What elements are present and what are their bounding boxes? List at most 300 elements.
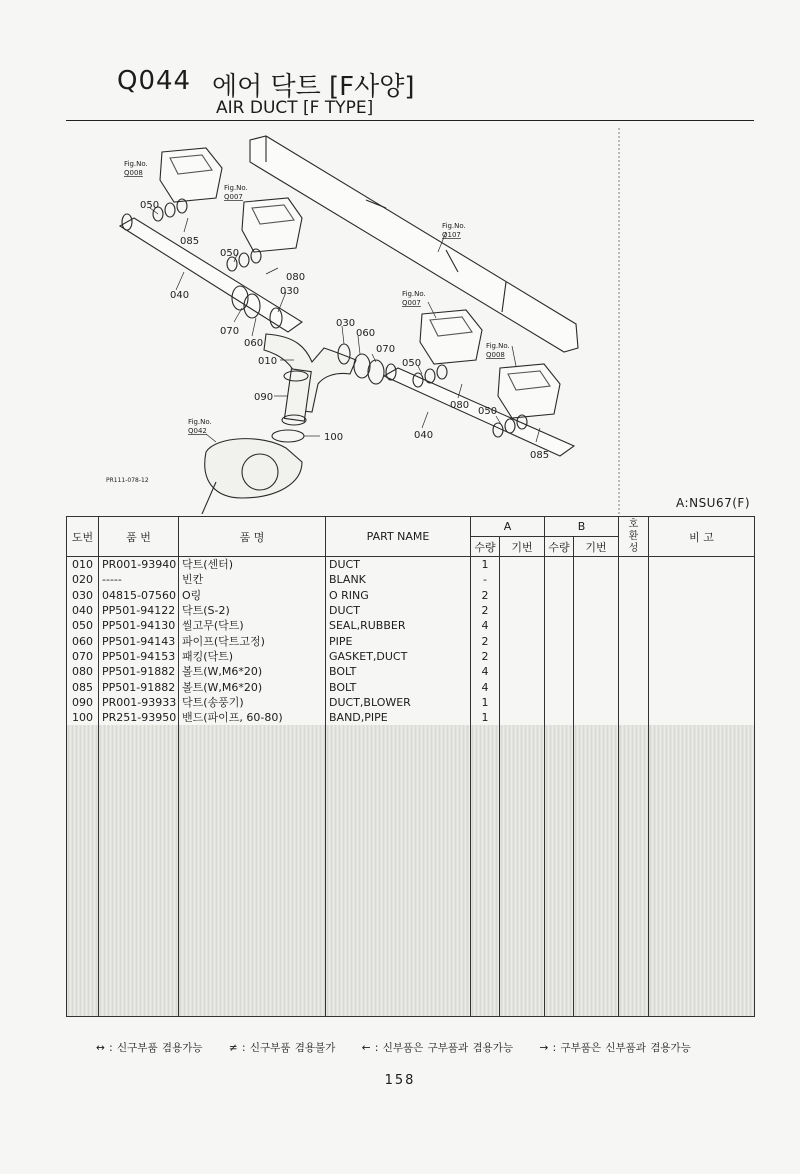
cell-no: 010 — [67, 557, 99, 573]
empty-cell — [326, 955, 471, 970]
empty-cell — [67, 786, 99, 801]
empty-cell — [471, 970, 500, 985]
legend-item: ← : 신부품은 구부품과 겸용가능 — [361, 1042, 514, 1054]
cell-part-number: PP501-94143 — [99, 633, 179, 648]
cell-qty-a: 1 — [471, 710, 500, 725]
empty-cell — [179, 817, 326, 832]
cell-name-ko: 닥트(센터) — [179, 557, 326, 573]
table-row — [67, 695, 755, 710]
callout-040: 040 — [414, 430, 434, 441]
empty-cell — [649, 725, 755, 740]
cell-qty-a: 1 — [471, 695, 500, 710]
empty-cell — [500, 955, 545, 970]
empty-cell — [619, 985, 649, 1000]
empty-cell — [649, 817, 755, 832]
empty-table-row — [67, 1001, 755, 1017]
cell-base-a — [500, 664, 545, 679]
empty-cell — [179, 771, 326, 786]
empty-table-row — [67, 756, 755, 771]
cell-name-ko: 밴드(파이프, 60-80) — [179, 710, 326, 725]
empty-cell — [99, 909, 179, 924]
empty-cell — [326, 802, 471, 817]
empty-table-row — [67, 863, 755, 878]
cell-name-ko: 닥트(송풍기) — [179, 695, 326, 710]
callout-050: 050 — [402, 358, 422, 369]
cell-part-name: O RING — [326, 588, 471, 603]
empty-cell — [471, 802, 500, 817]
empty-cell — [67, 924, 99, 939]
cell-remarks — [649, 664, 755, 679]
cell-base-a — [500, 572, 545, 587]
header-rule — [66, 120, 754, 121]
empty-cell — [649, 878, 755, 893]
empty-cell — [619, 832, 649, 847]
cell-part-number: ----- — [99, 572, 179, 587]
callout-050: 050 — [478, 406, 498, 417]
empty-cell — [99, 741, 179, 756]
empty-cell — [326, 817, 471, 832]
cell-part-number: PP501-94153 — [99, 649, 179, 664]
cell-no: 070 — [67, 649, 99, 664]
empty-cell — [574, 786, 619, 801]
fig-ref-q008-top: Fig.No. Q008 — [124, 160, 148, 177]
empty-cell — [67, 817, 99, 832]
empty-cell — [500, 741, 545, 756]
empty-cell — [574, 756, 619, 771]
empty-cell — [545, 909, 574, 924]
cell-qty-a: 1 — [471, 557, 500, 573]
empty-cell — [179, 924, 326, 939]
empty-cell — [574, 817, 619, 832]
page-title-english: AIR DUCT [F TYPE] — [216, 98, 374, 118]
cell-compat — [619, 572, 649, 587]
cell-qty-b — [545, 572, 574, 587]
empty-cell — [67, 985, 99, 1000]
empty-cell — [471, 863, 500, 878]
empty-cell — [179, 1001, 326, 1017]
cell-name-ko: 빈칸 — [179, 572, 326, 587]
empty-cell — [649, 848, 755, 863]
col-header-base-b: 기번 — [574, 537, 619, 557]
empty-cell — [99, 1001, 179, 1017]
cell-no: 050 — [67, 618, 99, 633]
cell-qty-a: - — [471, 572, 500, 587]
empty-table-row — [67, 725, 755, 740]
empty-cell — [500, 985, 545, 1000]
empty-cell — [545, 832, 574, 847]
empty-cell — [500, 848, 545, 863]
cell-part-name: BLANK — [326, 572, 471, 587]
empty-cell — [500, 924, 545, 939]
cell-base-b — [574, 603, 619, 618]
cell-base-b — [574, 710, 619, 725]
cell-part-name: PIPE — [326, 633, 471, 648]
cell-qty-b — [545, 649, 574, 664]
empty-cell — [99, 863, 179, 878]
empty-cell — [545, 756, 574, 771]
empty-cell — [545, 955, 574, 970]
empty-cell — [649, 863, 755, 878]
empty-cell — [67, 756, 99, 771]
empty-cell — [326, 832, 471, 847]
fig-ref-q008-right: Fig.No. Q008 — [486, 342, 510, 359]
empty-cell — [574, 863, 619, 878]
callout-100: 100 — [324, 432, 344, 443]
empty-cell — [471, 832, 500, 847]
cell-qty-b — [545, 588, 574, 603]
empty-cell — [500, 771, 545, 786]
empty-cell — [649, 771, 755, 786]
empty-cell — [649, 939, 755, 954]
empty-cell — [619, 1001, 649, 1017]
empty-cell — [179, 985, 326, 1000]
cell-compat — [619, 679, 649, 694]
page-title-korean: 에어 닥트 [F사양] — [212, 72, 415, 102]
empty-table-row — [67, 817, 755, 832]
model-label: A:NSU67(F) — [676, 496, 750, 510]
fig-ref-q042: Fig.No. Q042 — [188, 418, 212, 435]
table-row — [67, 557, 755, 573]
empty-cell — [471, 741, 500, 756]
empty-cell — [326, 909, 471, 924]
cell-name-ko: 닥트(S-2) — [179, 603, 326, 618]
empty-cell — [649, 985, 755, 1000]
empty-cell — [326, 924, 471, 939]
empty-cell — [649, 756, 755, 771]
cell-no: 040 — [67, 603, 99, 618]
empty-cell — [471, 878, 500, 893]
callout-080: 080 — [286, 272, 306, 283]
col-header-no: 도번 — [67, 517, 99, 557]
empty-cell — [500, 1001, 545, 1017]
empty-cell — [99, 878, 179, 893]
callout-060: 060 — [356, 328, 376, 339]
empty-cell — [649, 894, 755, 909]
page-code: Q044 — [117, 66, 192, 96]
cell-remarks — [649, 557, 755, 573]
empty-cell — [574, 894, 619, 909]
cell-compat — [619, 633, 649, 648]
empty-table-row — [67, 970, 755, 985]
cell-remarks — [649, 695, 755, 710]
empty-cell — [545, 786, 574, 801]
empty-cell — [471, 756, 500, 771]
fig-ref-q007-right: Fig.No. Q007 — [402, 290, 426, 307]
empty-cell — [619, 786, 649, 801]
empty-cell — [545, 894, 574, 909]
cell-no: 020 — [67, 572, 99, 587]
empty-cell — [619, 894, 649, 909]
empty-cell — [545, 848, 574, 863]
empty-cell — [574, 725, 619, 740]
empty-cell — [67, 970, 99, 985]
empty-cell — [471, 985, 500, 1000]
cell-compat — [619, 603, 649, 618]
cell-qty-b — [545, 603, 574, 618]
empty-table-row — [67, 909, 755, 924]
table-row — [67, 603, 755, 618]
empty-cell — [326, 894, 471, 909]
empty-cell — [67, 771, 99, 786]
cell-no: 090 — [67, 695, 99, 710]
cell-part-name: BOLT — [326, 664, 471, 679]
col-header-base-a: 기번 — [500, 537, 545, 557]
empty-cell — [99, 955, 179, 970]
empty-cell — [471, 771, 500, 786]
callout-050: 050 — [140, 200, 160, 211]
cell-qty-a: 4 — [471, 618, 500, 633]
empty-cell — [326, 848, 471, 863]
cell-remarks — [649, 710, 755, 725]
empty-cell — [471, 894, 500, 909]
cell-remarks — [649, 603, 755, 618]
drawing-code: PR111-078-12 — [106, 477, 149, 484]
empty-table-row — [67, 985, 755, 1000]
empty-cell — [471, 939, 500, 954]
empty-cell — [67, 955, 99, 970]
cell-qty-b — [545, 664, 574, 679]
cell-base-b — [574, 664, 619, 679]
cell-remarks — [649, 679, 755, 694]
col-header-part-number: 품 번 — [99, 517, 179, 557]
empty-cell — [179, 894, 326, 909]
cell-qty-b — [545, 679, 574, 694]
cell-base-a — [500, 633, 545, 648]
empty-cell — [67, 894, 99, 909]
compatibility-legend — [96, 1040, 713, 1055]
empty-cell — [500, 909, 545, 924]
col-header-group-b: B — [545, 517, 619, 537]
cell-no: 030 — [67, 588, 99, 603]
callout-030: 030 — [280, 286, 300, 297]
empty-cell — [179, 832, 326, 847]
empty-cell — [545, 725, 574, 740]
empty-cell — [99, 786, 179, 801]
table-row — [67, 633, 755, 648]
table-row — [67, 710, 755, 725]
callout-090: 090 — [254, 392, 274, 403]
empty-table-row — [67, 802, 755, 817]
empty-cell — [574, 802, 619, 817]
empty-cell — [545, 741, 574, 756]
empty-cell — [545, 863, 574, 878]
empty-table-row — [67, 848, 755, 863]
empty-cell — [179, 970, 326, 985]
cell-qty-b — [545, 695, 574, 710]
empty-cell — [574, 771, 619, 786]
empty-cell — [67, 848, 99, 863]
empty-cell — [326, 741, 471, 756]
empty-cell — [649, 802, 755, 817]
empty-cell — [99, 725, 179, 740]
empty-cell — [500, 863, 545, 878]
empty-cell — [619, 756, 649, 771]
empty-table-row — [67, 771, 755, 786]
empty-cell — [471, 786, 500, 801]
empty-cell — [545, 970, 574, 985]
empty-cell — [574, 985, 619, 1000]
cell-base-a — [500, 679, 545, 694]
col-header-qty-a: 수량 — [471, 537, 500, 557]
empty-cell — [545, 878, 574, 893]
empty-cell — [619, 741, 649, 756]
empty-cell — [67, 939, 99, 954]
empty-cell — [326, 725, 471, 740]
empty-cell — [619, 924, 649, 939]
empty-cell — [649, 909, 755, 924]
cell-name-ko: 씰고무(닥트) — [179, 618, 326, 633]
cell-no: 085 — [67, 679, 99, 694]
empty-cell — [99, 939, 179, 954]
empty-cell — [326, 985, 471, 1000]
col-header-group-a: A — [471, 517, 545, 537]
empty-cell — [326, 786, 471, 801]
empty-cell — [99, 756, 179, 771]
cell-part-number: 04815-07560 — [99, 588, 179, 603]
empty-cell — [500, 939, 545, 954]
empty-cell — [179, 786, 326, 801]
empty-cell — [326, 1001, 471, 1017]
table-row — [67, 588, 755, 603]
cell-no: 060 — [67, 633, 99, 648]
empty-cell — [500, 970, 545, 985]
cell-qty-a: 4 — [471, 664, 500, 679]
empty-cell — [179, 725, 326, 740]
empty-cell — [545, 771, 574, 786]
cell-qty-a: 4 — [471, 679, 500, 694]
empty-table-row — [67, 894, 755, 909]
empty-cell — [619, 909, 649, 924]
cell-part-number: PR001-93933 — [99, 695, 179, 710]
legend-item: → : 구부품은 신부품과 겸용가능 — [539, 1042, 691, 1054]
cell-base-a — [500, 557, 545, 573]
cell-compat — [619, 695, 649, 710]
empty-cell — [500, 756, 545, 771]
cell-name-ko: 볼트(W,M6*20) — [179, 664, 326, 679]
callout-010: 010 — [258, 356, 278, 367]
cell-base-b — [574, 618, 619, 633]
empty-table-row — [67, 878, 755, 893]
empty-cell — [471, 848, 500, 863]
callout-060: 060 — [244, 338, 264, 349]
empty-cell — [67, 802, 99, 817]
parts-table — [66, 516, 755, 1017]
empty-cell — [99, 802, 179, 817]
cell-part-name: SEAL,RUBBER — [326, 618, 471, 633]
empty-cell — [500, 878, 545, 893]
empty-cell — [67, 878, 99, 893]
empty-cell — [179, 848, 326, 863]
cell-qty-b — [545, 710, 574, 725]
cell-base-a — [500, 695, 545, 710]
cell-part-name: DUCT,BLOWER — [326, 695, 471, 710]
empty-cell — [179, 955, 326, 970]
cell-part-number: PR251-93950 — [99, 710, 179, 725]
callout-030: 030 — [336, 318, 356, 329]
empty-cell — [179, 863, 326, 878]
callout-070: 070 — [220, 326, 240, 337]
callout-050: 050 — [220, 248, 240, 259]
legend-item: ≠ : 신구부품 겸용불가 — [228, 1042, 336, 1054]
callout-070: 070 — [376, 344, 396, 355]
cell-compat — [619, 664, 649, 679]
cell-qty-b — [545, 618, 574, 633]
table-row — [67, 679, 755, 694]
empty-cell — [649, 741, 755, 756]
empty-cell — [326, 878, 471, 893]
empty-cell — [649, 1001, 755, 1017]
legend-item: ↔ : 신구부품 겸용가능 — [96, 1042, 203, 1054]
cell-remarks — [649, 572, 755, 587]
cell-base-b — [574, 572, 619, 587]
cell-base-b — [574, 633, 619, 648]
empty-table-row — [67, 924, 755, 939]
empty-cell — [574, 924, 619, 939]
cell-part-name: BAND,PIPE — [326, 710, 471, 725]
empty-cell — [326, 756, 471, 771]
cell-base-a — [500, 603, 545, 618]
cell-base-b — [574, 557, 619, 573]
empty-table-row — [67, 741, 755, 756]
empty-cell — [471, 924, 500, 939]
empty-cell — [67, 1001, 99, 1017]
empty-cell — [326, 771, 471, 786]
empty-cell — [99, 832, 179, 847]
empty-cell — [99, 817, 179, 832]
empty-cell — [574, 955, 619, 970]
cell-qty-a: 2 — [471, 603, 500, 618]
fig-ref-q107: Fig.No. Q107 — [442, 222, 466, 239]
empty-cell — [649, 924, 755, 939]
callout-085: 085 — [180, 236, 200, 247]
empty-cell — [179, 878, 326, 893]
empty-cell — [574, 741, 619, 756]
cell-qty-a: 2 — [471, 649, 500, 664]
cell-base-b — [574, 649, 619, 664]
empty-cell — [99, 985, 179, 1000]
empty-table-row — [67, 939, 755, 954]
empty-cell — [649, 832, 755, 847]
empty-cell — [67, 909, 99, 924]
table-row — [67, 572, 755, 587]
cell-compat — [619, 710, 649, 725]
empty-cell — [99, 771, 179, 786]
page-number: 158 — [384, 1073, 416, 1088]
table-row — [67, 649, 755, 664]
empty-cell — [99, 894, 179, 909]
table-row — [67, 664, 755, 679]
cell-remarks — [649, 618, 755, 633]
col-header-part-name: PART NAME — [326, 517, 471, 557]
empty-cell — [545, 817, 574, 832]
cell-base-a — [500, 710, 545, 725]
cell-name-ko: O링 — [179, 588, 326, 603]
cell-part-number: PP501-94130 — [99, 618, 179, 633]
empty-cell — [574, 832, 619, 847]
cell-part-name: BOLT — [326, 679, 471, 694]
cell-part-name: DUCT — [326, 603, 471, 618]
empty-cell — [500, 894, 545, 909]
cell-compat — [619, 588, 649, 603]
empty-cell — [545, 924, 574, 939]
empty-cell — [619, 771, 649, 786]
col-header-compat: 호 환 성 — [619, 517, 649, 557]
empty-cell — [500, 817, 545, 832]
empty-cell — [326, 863, 471, 878]
callout-080: 080 — [450, 400, 470, 411]
empty-cell — [619, 802, 649, 817]
empty-cell — [649, 786, 755, 801]
